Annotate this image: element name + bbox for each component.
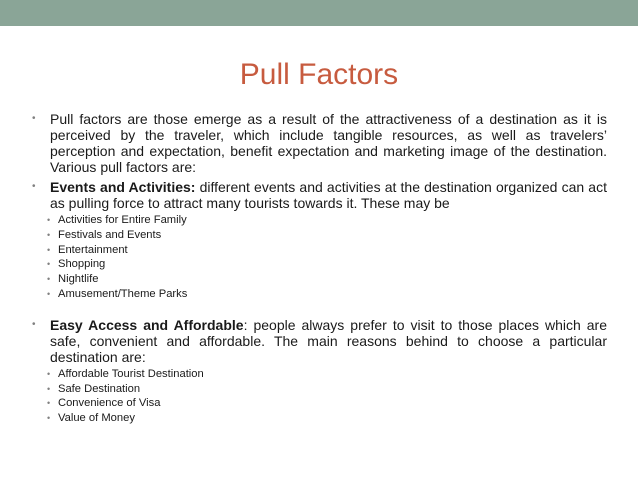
list-item [31,396,607,411]
events-heading: Events and Activities: [50,179,196,195]
intro-text: Pull factors are those emerge as a result of the attractiveness of a destination as it is perceived by the traveler, which include tangible resources, as well as travelers’ perception and expectation, benefit expectation and marketing image of the destination. Various pull factors are: [50,111,607,175]
list-item [31,411,607,426]
list-item-label: Festivals and Events [58,228,162,241]
list-item [31,228,607,243]
access-bullet [31,317,607,365]
bullet-icon: • [47,383,51,394]
bullet-icon: • [47,413,51,424]
list-item [31,272,607,287]
list-item-label: Value of Money [58,412,135,425]
events-bullet [31,179,607,211]
bullet-icon: • [47,244,51,255]
bullet-icon: • [47,288,51,299]
access-text: : people always prefer to visit to those places which are safe, convenient and affordable. The main reasons behind to choose a particular destination are: [50,316,607,365]
bullet-icon: • [47,274,51,285]
bullet-icon: • [47,259,51,270]
list-item [31,287,607,302]
list-item [31,257,607,272]
list-item-label: Nightlife [58,273,99,286]
list-item [31,382,607,397]
bullet-icon: • [47,368,51,379]
intro-bullet [31,111,607,175]
bullet-icon: • [47,398,51,409]
list-item [31,367,607,382]
access-heading: Easy Access and Affordable [50,316,244,333]
bullet-icon: • [32,181,36,192]
list-item [31,243,607,258]
slide-top-bar [0,0,638,26]
list-item-label: Amusement/Theme Parks [58,287,188,300]
bullet-icon: • [47,229,51,240]
bullet-icon: • [32,318,36,330]
bullet-icon: • [32,113,36,124]
slide-title: Pull Factors [239,58,399,91]
list-item [31,213,607,228]
list-item-label: Shopping [58,258,106,271]
list-item-label: Safe Destination [58,382,141,395]
list-item-label: Convenience of Visa [58,397,161,410]
list-item-label: Activities for Entire Family [58,214,187,226]
list-item-label: Affordable Tourist Destination [58,367,204,380]
slide-content [31,111,607,426]
events-text: different events and activities at the destination organized can act as pulling force to attract many tourists towards it. These may be [50,179,607,211]
access-sublist [31,367,607,426]
bullet-icon: • [47,215,51,225]
list-item-label: Entertainment [58,243,128,256]
events-sublist [31,213,607,302]
